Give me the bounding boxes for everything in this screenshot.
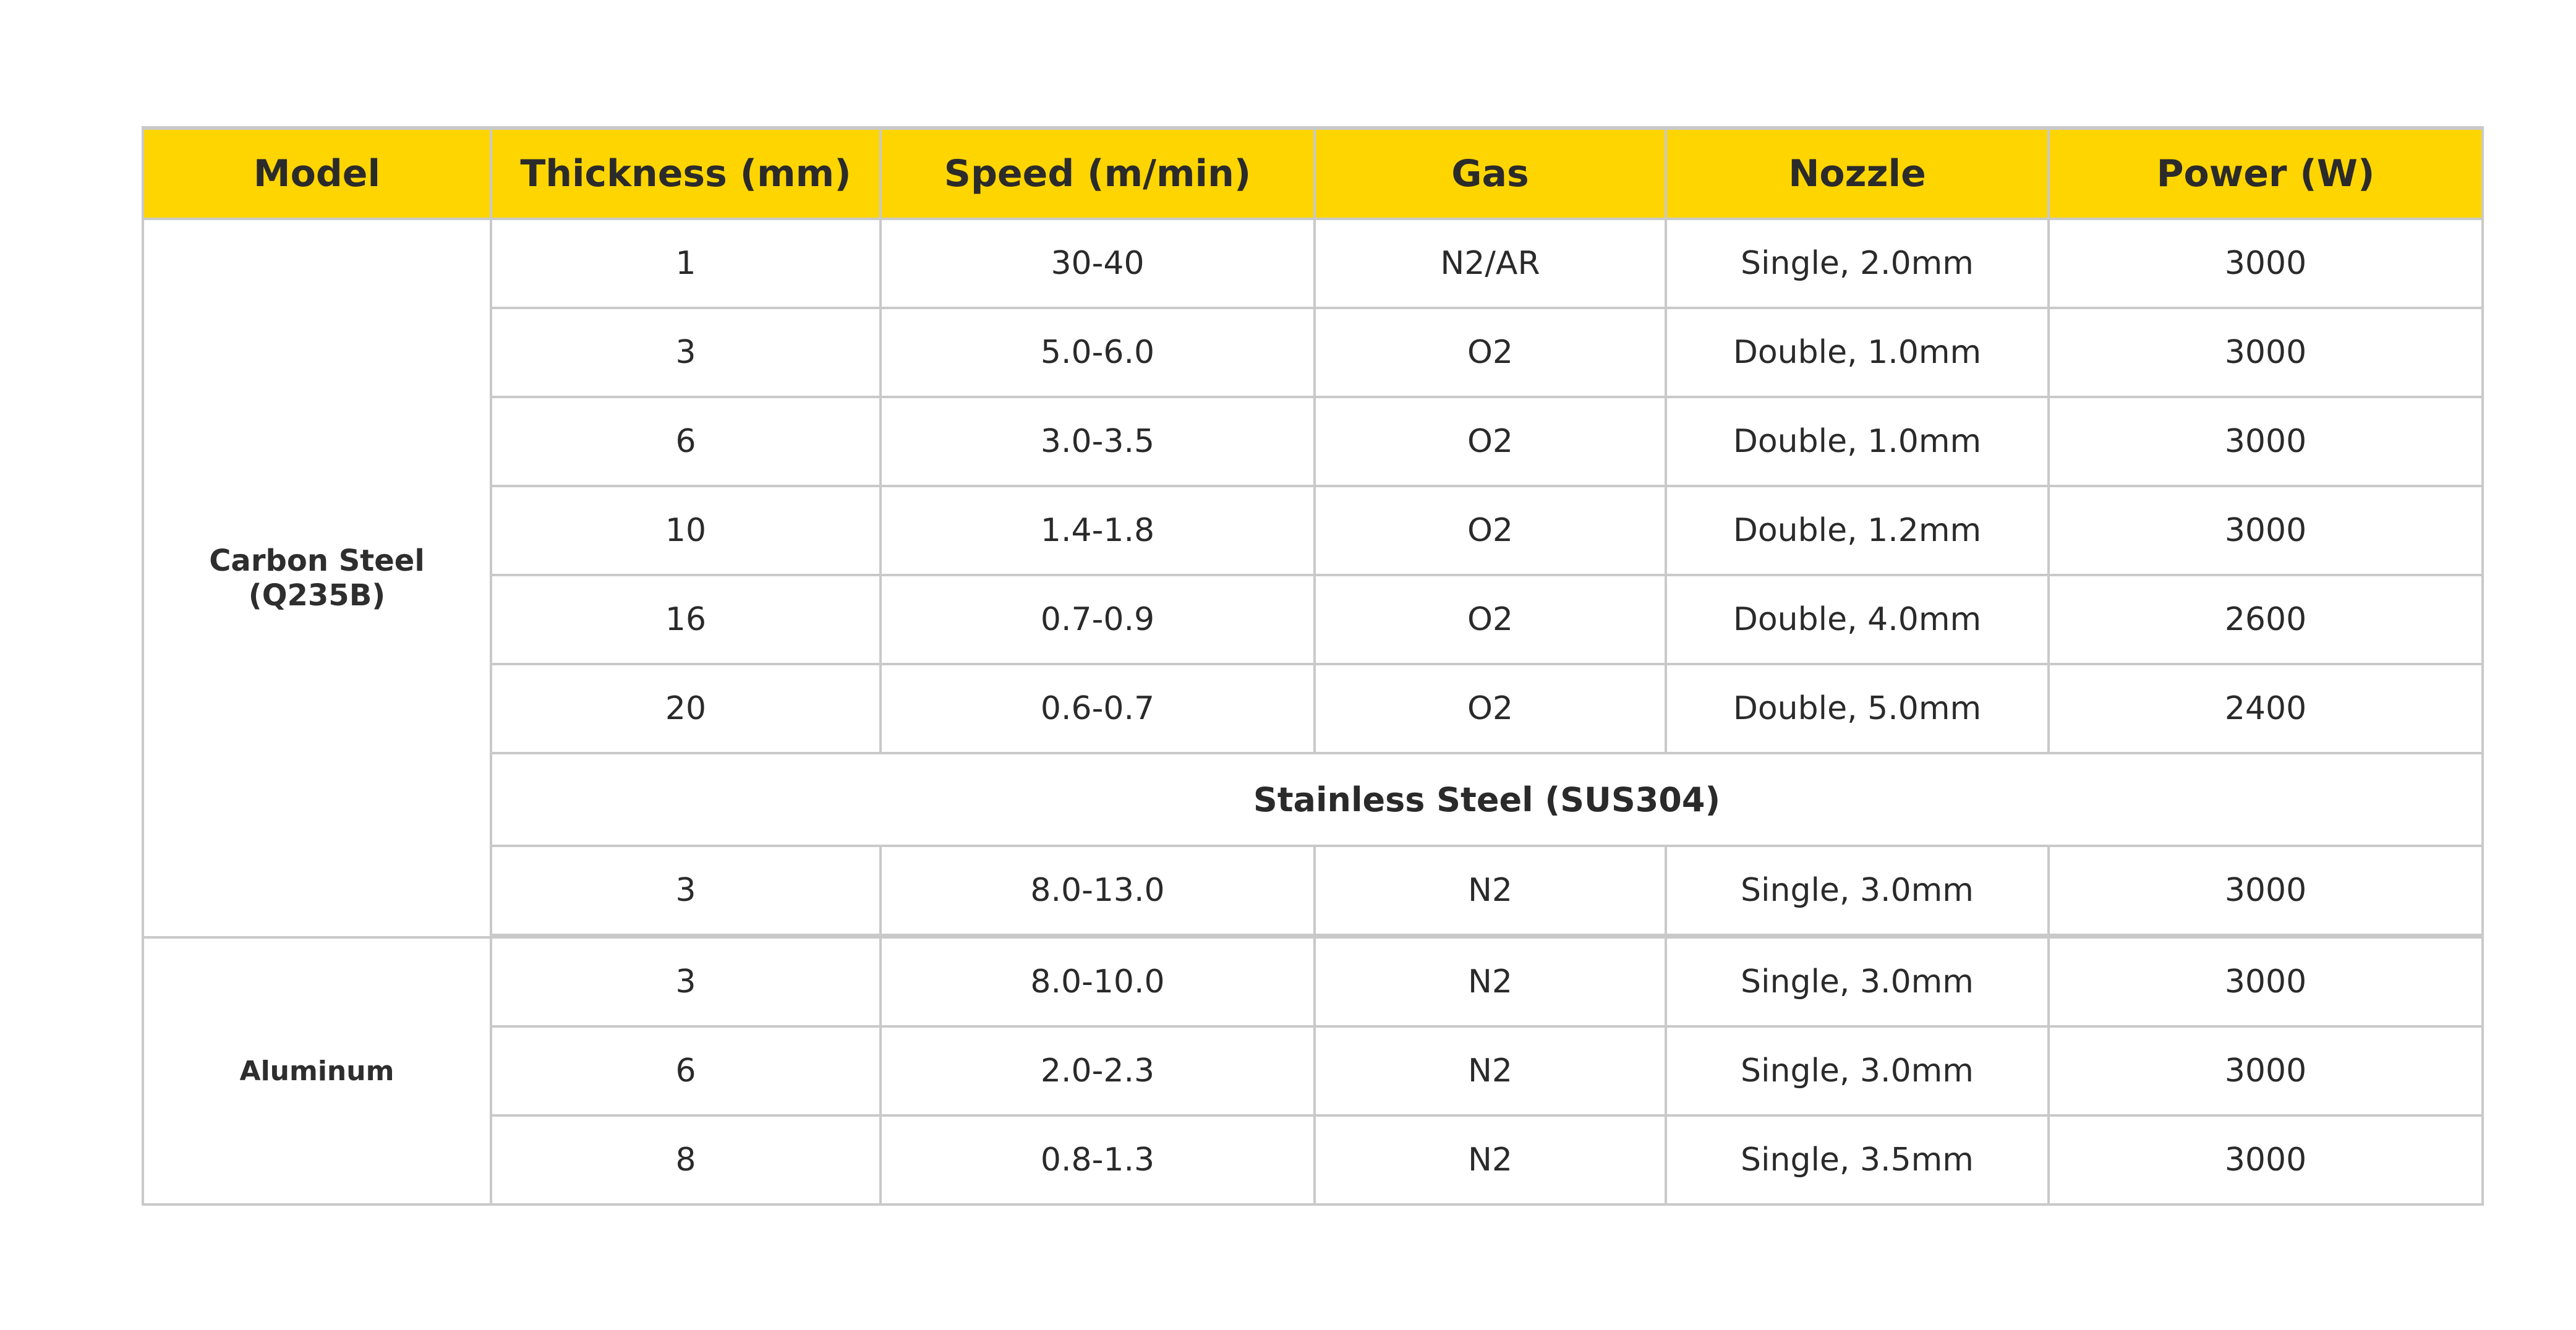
- gas-cell: N2: [1315, 846, 1666, 935]
- power-cell: 3000: [2049, 1115, 2483, 1204]
- gas-cell: O2: [1315, 397, 1666, 486]
- model-cell-carbon-steel: Carbon Steel (Q235B): [143, 219, 491, 937]
- thickness-cell: 20: [491, 664, 881, 753]
- header-speed: Speed (m/min): [881, 128, 1315, 219]
- speed-cell: 8.0-10.0: [881, 937, 1315, 1026]
- speed-cell: 2.0-2.3: [881, 1026, 1315, 1115]
- speed-cell: 0.8-1.3: [881, 1115, 1315, 1204]
- speed-cell: 3.0-3.5: [881, 397, 1315, 486]
- header-nozzle: Nozzle: [1666, 128, 2049, 219]
- table-row: [143, 937, 2483, 1026]
- table-row: [143, 846, 2483, 935]
- power-cell: 3000: [2049, 937, 2483, 1026]
- nozzle-cell: Double, 1.2mm: [1666, 486, 2049, 575]
- nozzle-cell: Double, 1.0mm: [1666, 397, 2049, 486]
- header-gas: Gas: [1315, 128, 1666, 219]
- header-thickness: Thickness (mm): [491, 128, 881, 219]
- power-cell: 3000: [2049, 486, 2483, 575]
- nozzle-cell: Double, 5.0mm: [1666, 664, 2049, 753]
- speed-cell: 0.7-0.9: [881, 575, 1315, 664]
- gas-cell: O2: [1315, 575, 1666, 664]
- speed-cell: 1.4-1.8: [881, 486, 1315, 575]
- power-cell: 3000: [2049, 308, 2483, 397]
- thickness-cell: 3: [491, 846, 881, 935]
- power-cell: 3000: [2049, 846, 2483, 935]
- table-row: [143, 219, 2483, 308]
- nozzle-cell: Double, 1.0mm: [1666, 308, 2049, 397]
- thickness-cell: 3: [491, 308, 881, 397]
- power-cell: 3000: [2049, 397, 2483, 486]
- thickness-cell: 16: [491, 575, 881, 664]
- header-row: [143, 128, 2483, 219]
- header-power: Power (W): [2049, 128, 2483, 219]
- table-row: [143, 486, 2483, 575]
- speed-cell: 30-40: [881, 219, 1315, 308]
- section-label-stainless-steel: Stainless Steel (SUS304): [491, 753, 2483, 846]
- nozzle-cell: Double, 4.0mm: [1666, 575, 2049, 664]
- table-row: [143, 575, 2483, 664]
- power-cell: 3000: [2049, 219, 2483, 308]
- power-cell: 2400: [2049, 664, 2483, 753]
- nozzle-cell: Single, 3.0mm: [1666, 1026, 2049, 1115]
- gas-cell: O2: [1315, 486, 1666, 575]
- thickness-cell: 6: [491, 397, 881, 486]
- table-row: [143, 1026, 2483, 1115]
- cutting-parameters-table-container: [142, 126, 2481, 1206]
- header-model: Model: [143, 128, 491, 219]
- speed-cell: 5.0-6.0: [881, 308, 1315, 397]
- table-row: [143, 397, 2483, 486]
- gas-cell: N2: [1315, 937, 1666, 1026]
- table-row: [143, 308, 2483, 397]
- thickness-cell: 8: [491, 1115, 881, 1204]
- gas-cell: N2: [1315, 1115, 1666, 1204]
- nozzle-cell: Single, 3.5mm: [1666, 1115, 2049, 1204]
- gas-cell: O2: [1315, 308, 1666, 397]
- thickness-cell: 1: [491, 219, 881, 308]
- gas-cell: O2: [1315, 664, 1666, 753]
- nozzle-cell: Single, 3.0mm: [1666, 937, 2049, 1026]
- table-row: [143, 1115, 2483, 1204]
- speed-cell: 0.6-0.7: [881, 664, 1315, 753]
- speed-cell: 8.0-13.0: [881, 846, 1315, 935]
- model-cell-aluminum: Aluminum: [143, 937, 491, 1204]
- thickness-cell: 6: [491, 1026, 881, 1115]
- thickness-cell: 3: [491, 937, 881, 1026]
- thickness-cell: 10: [491, 486, 881, 575]
- section-row: [143, 753, 2483, 846]
- table-row: [143, 664, 2483, 753]
- nozzle-cell: Single, 2.0mm: [1666, 219, 2049, 308]
- nozzle-cell: Single, 3.0mm: [1666, 846, 2049, 935]
- gas-cell: N2/AR: [1315, 219, 1666, 308]
- power-cell: 2600: [2049, 575, 2483, 664]
- gas-cell: N2: [1315, 1026, 1666, 1115]
- cutting-parameters-table: [142, 126, 2484, 1206]
- power-cell: 3000: [2049, 1026, 2483, 1115]
